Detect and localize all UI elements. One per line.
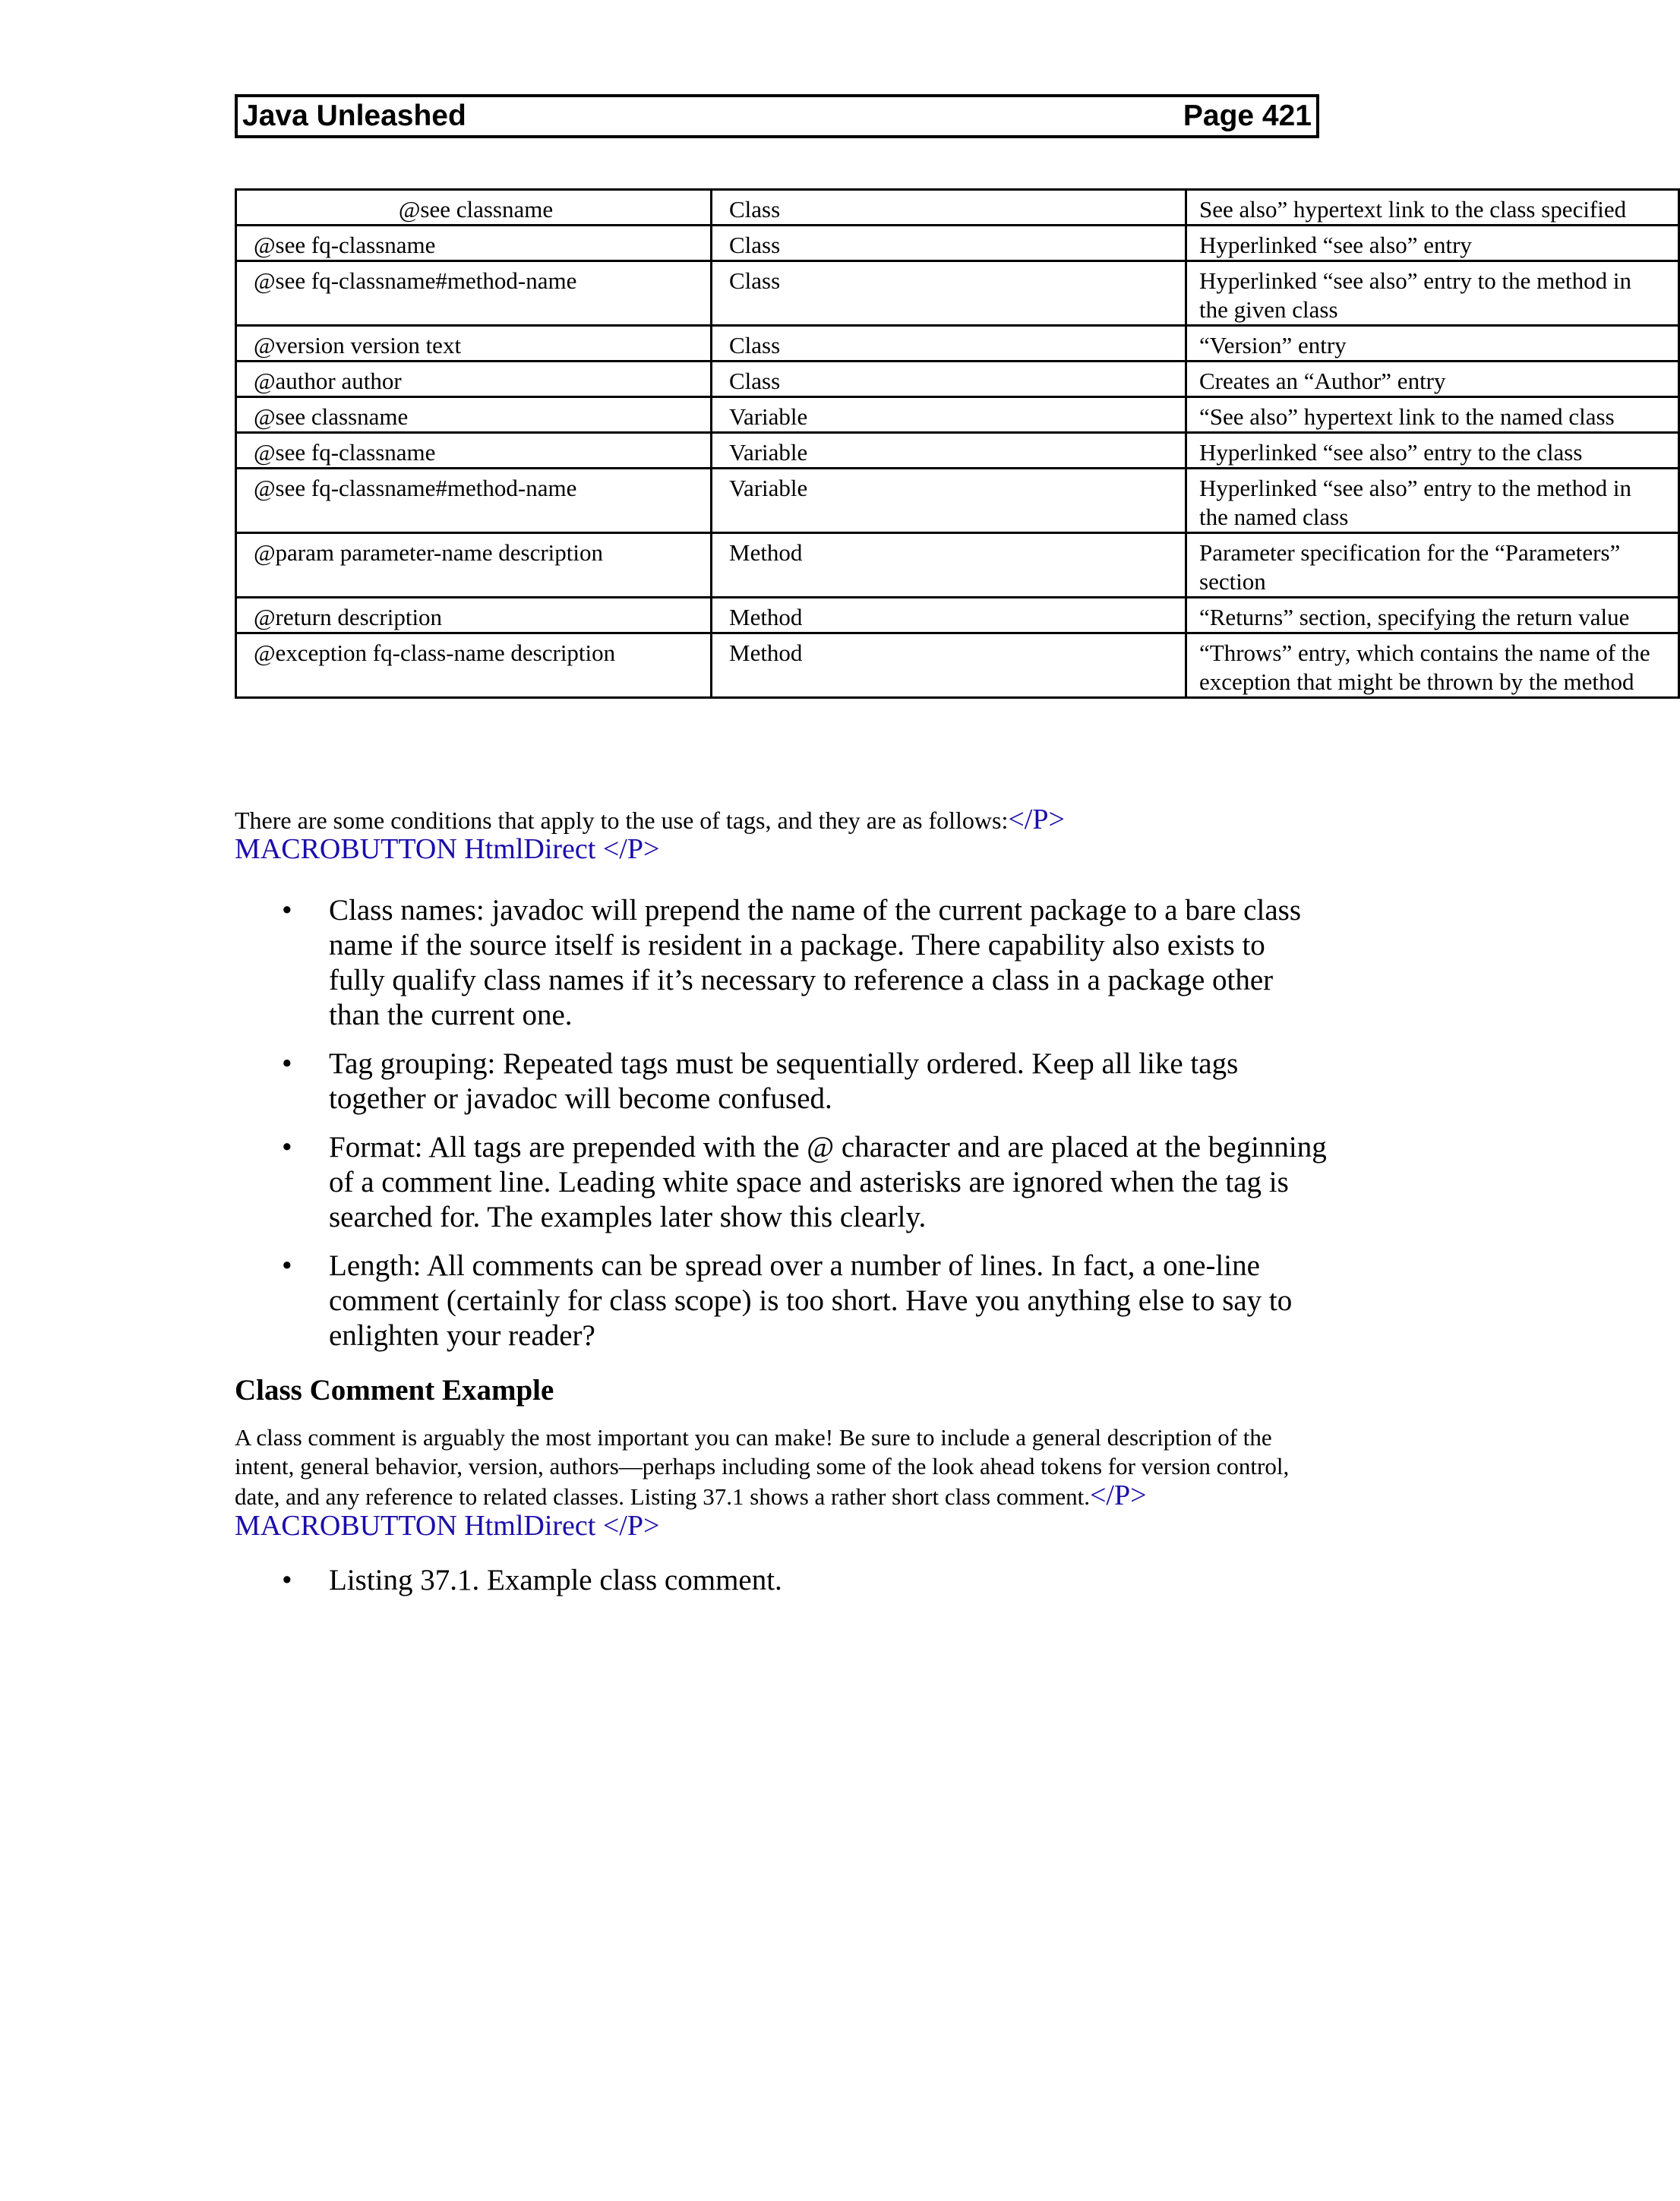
table-row	[236, 433, 1679, 469]
tag-cell: @return description	[236, 598, 712, 633]
scope-cell: Class	[712, 226, 1186, 261]
table-row	[236, 469, 1679, 533]
class-comment-paragraph	[235, 1423, 1298, 1542]
html-link-3[interactable]: </P> MACROBUTTON HtmlDirect </P>	[235, 1479, 1147, 1542]
conditions-list	[235, 893, 1328, 1367]
scope-cell: Variable	[712, 397, 1186, 433]
scope-cell: Class	[712, 362, 1186, 397]
description-cell: “Version” entry	[1186, 326, 1679, 362]
table-row	[236, 397, 1679, 433]
tag-cell: @author author	[236, 362, 712, 397]
table-row	[236, 598, 1679, 633]
tag-cell: @see classname	[236, 397, 712, 433]
bullet-icon: •	[282, 1564, 292, 1596]
description-cell: Hyperlinked “see also” entry to the method in the given class	[1186, 261, 1679, 326]
page-number: Page 421	[1183, 99, 1312, 132]
list-item: • Tag grouping: Repeated tags must be sequentially ordered. Keep all like tags together or javadoc will become confused.	[282, 1047, 1239, 1115]
scope-cell: Class	[712, 190, 1186, 226]
tag-cell: @see fq-classname	[236, 226, 712, 261]
listing-caption: Listing 37.1. Example class comment.	[329, 1564, 782, 1596]
list-item	[235, 1563, 1328, 1598]
tag-cell: @version version text	[236, 326, 712, 362]
description-cell: Parameter specification for the “Parameters” section	[1186, 533, 1679, 598]
table-row	[236, 190, 1679, 226]
table-row	[236, 226, 1679, 261]
html-link-2[interactable]: MACROBUTTON HtmlDirect </P>	[235, 833, 660, 865]
scope-cell: Class	[712, 326, 1186, 362]
listing-list	[235, 1563, 1328, 1612]
list-item: • Format: All tags are prepended with the @ character and are placed at the beginning of a comment line. Leading white space and asterisks are ignored when the tag is searched for. The examples later show this clearly.	[282, 1131, 1327, 1233]
description-cell: Hyperlinked “see also” entry to the class	[1186, 433, 1679, 469]
tag-cell: @see fq-classname	[236, 433, 712, 469]
scope-cell: Variable	[712, 433, 1186, 469]
tag-cell: @param parameter-name description	[236, 533, 712, 598]
intro-text: There are some conditions that apply to the use of tags, and they are as follows:	[235, 807, 1009, 834]
book-title: Java Unleashed	[242, 99, 466, 132]
tag-cell: @see classname	[236, 190, 712, 226]
page-header	[235, 94, 1319, 138]
scope-cell: Method	[712, 633, 1186, 698]
bullet-icon: •	[282, 894, 292, 927]
javadoc-tags-table	[235, 188, 1680, 699]
description-cell: “Throws” entry, which contains the name of the exception that might be thrown by the method	[1186, 633, 1679, 698]
description-cell: Hyperlinked “see also” entry to the method in the named class	[1186, 469, 1679, 533]
scope-cell: Method	[712, 533, 1186, 598]
paragraph-text: A class comment is arguably the most important you can make! Be sure to include a general description of the intent, general behavior, version, authors—perhaps including some of the look ahead tokens for version control, date, and any reference to related classes. Listing 37.1 shows a rather short class comment.	[235, 1424, 1290, 1510]
description-cell: Creates an “Author” entry	[1186, 362, 1679, 397]
scope-cell: Class	[712, 261, 1186, 326]
tags-intro	[235, 805, 1374, 864]
tag-cell: @see fq-classname#method-name	[236, 469, 712, 533]
table-row	[236, 633, 1679, 698]
description-cell: “Returns” section, specifying the return value	[1186, 598, 1679, 633]
table-row	[236, 326, 1679, 362]
tag-cell: @exception fq-class-name description	[236, 633, 712, 698]
list-item: • Length: All comments can be spread over a number of lines. In fact, a one-line comment (certainly for class scope) is too short. Have you anything else to say to enlighten your reader?	[282, 1249, 1293, 1352]
scope-cell: Variable	[712, 469, 1186, 533]
table-row	[236, 261, 1679, 326]
list-item: • Class names: javadoc will prepend the name of the current package to a bare class name if the source itself is resident in a package. There capability also exists to fully qualify class names if it’s necessary to reference a class in a package other than the current one.	[282, 894, 1301, 1031]
section-heading: Class Comment Example	[235, 1374, 554, 1407]
description-cell: Hyperlinked “see also” entry	[1186, 226, 1679, 261]
description-cell: “See also” hypertext link to the named class	[1186, 397, 1679, 433]
bullet-icon: •	[282, 1047, 292, 1080]
table-row	[236, 362, 1679, 397]
tag-cell: @see fq-classname#method-name	[236, 261, 712, 326]
table-row	[236, 533, 1679, 598]
bullet-icon: •	[282, 1131, 292, 1164]
bullet-icon: •	[282, 1249, 292, 1282]
scope-cell: Method	[712, 598, 1186, 633]
description-cell: See also” hypertext link to the class specified	[1186, 190, 1679, 226]
html-link-1[interactable]: </P>	[1008, 804, 1065, 835]
